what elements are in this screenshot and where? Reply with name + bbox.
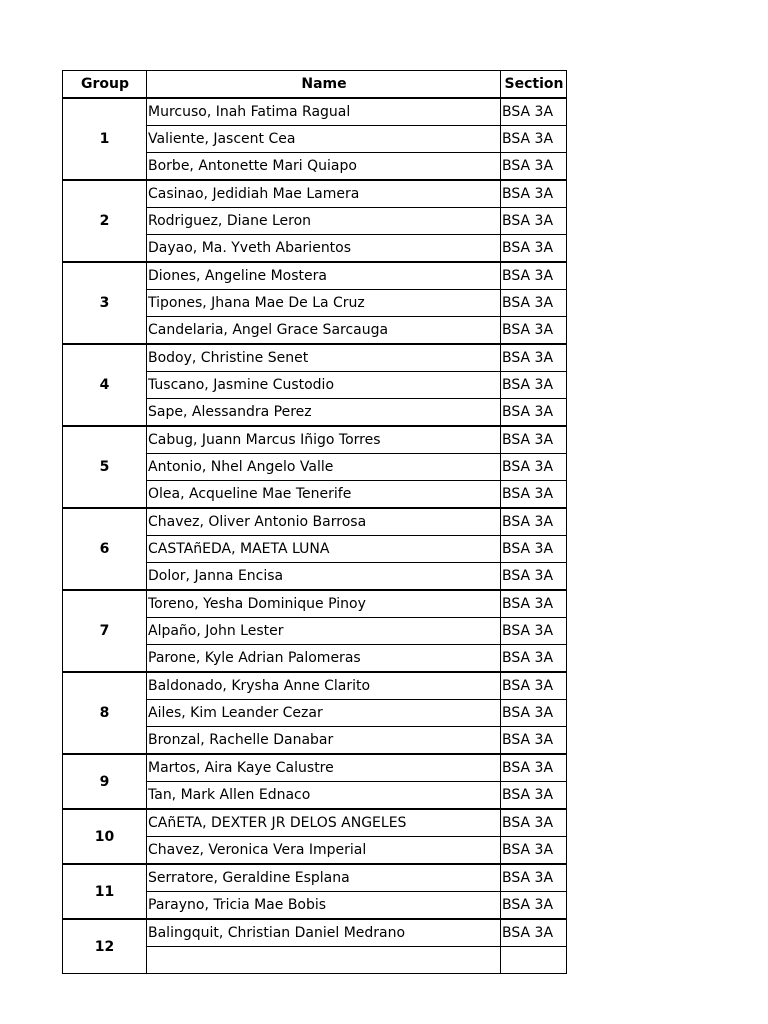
section-cell: BSA 3A (501, 481, 567, 509)
section-cell: BSA 3A (501, 754, 567, 782)
section-cell: BSA 3A (501, 454, 567, 481)
section-cell: BSA 3A (501, 180, 567, 208)
roster-body (63, 98, 567, 974)
table-row (63, 98, 567, 126)
table-row (63, 919, 567, 947)
group-number-cell: 8 (63, 672, 147, 754)
table-row (63, 809, 567, 837)
name-column-header: Name (147, 71, 501, 99)
member-name-cell: Chavez, Oliver Antonio Barrosa (147, 508, 501, 536)
member-name-cell: CAñETA, DEXTER JR DELOS ANGELES (147, 809, 501, 837)
member-name-cell: Bronzal, Rachelle Danabar (147, 727, 501, 755)
group-column-header: Group (63, 71, 147, 99)
group-number-cell: 7 (63, 590, 147, 672)
section-cell: BSA 3A (501, 645, 567, 673)
section-cell: BSA 3A (501, 426, 567, 454)
section-cell: BSA 3A (501, 290, 567, 317)
section-cell: BSA 3A (501, 919, 567, 947)
table-row (63, 180, 567, 208)
section-cell (501, 947, 567, 974)
group-roster-table (62, 70, 567, 974)
member-name-cell: Murcuso, Inah Fatima Ragual (147, 98, 501, 126)
section-cell: BSA 3A (501, 317, 567, 345)
member-name-cell: Bodoy, Christine Senet (147, 344, 501, 372)
table-row (63, 754, 567, 782)
section-cell: BSA 3A (501, 153, 567, 181)
section-cell: BSA 3A (501, 700, 567, 727)
section-cell: BSA 3A (501, 262, 567, 290)
group-number-cell: 12 (63, 919, 147, 974)
member-name-cell: Tuscano, Jasmine Custodio (147, 372, 501, 399)
section-cell: BSA 3A (501, 782, 567, 810)
group-number-cell: 11 (63, 864, 147, 919)
table-row (63, 426, 567, 454)
section-cell: BSA 3A (501, 864, 567, 892)
member-name-cell: Alpaño, John Lester (147, 618, 501, 645)
member-name-cell: Borbe, Antonette Mari Quiapo (147, 153, 501, 181)
member-name-cell (147, 947, 501, 974)
member-name-cell: CASTAñEDA, MAETA LUNA (147, 536, 501, 563)
table-row (63, 672, 567, 700)
group-number-cell: 9 (63, 754, 147, 809)
section-cell: BSA 3A (501, 809, 567, 837)
member-name-cell: Candelaria, Angel Grace Sarcauga (147, 317, 501, 345)
member-name-cell: Baldonado, Krysha Anne Clarito (147, 672, 501, 700)
group-number-cell: 4 (63, 344, 147, 426)
section-cell: BSA 3A (501, 508, 567, 536)
member-name-cell: Cabug, Juann Marcus Iñigo Torres (147, 426, 501, 454)
section-cell: BSA 3A (501, 727, 567, 755)
member-name-cell: Tan, Mark Allen Ednaco (147, 782, 501, 810)
table-row (63, 508, 567, 536)
section-cell: BSA 3A (501, 563, 567, 591)
group-number-cell: 3 (63, 262, 147, 344)
group-number-cell: 6 (63, 508, 147, 590)
section-cell: BSA 3A (501, 892, 567, 920)
member-name-cell: Tipones, Jhana Mae De La Cruz (147, 290, 501, 317)
member-name-cell: Diones, Angeline Mostera (147, 262, 501, 290)
table-row (63, 590, 567, 618)
member-name-cell: Martos, Aira Kaye Calustre (147, 754, 501, 782)
member-name-cell: Dayao, Ma. Yveth Abarientos (147, 235, 501, 263)
header-row (63, 71, 567, 99)
section-cell: BSA 3A (501, 372, 567, 399)
section-column-header: Section (501, 71, 567, 99)
section-cell: BSA 3A (501, 618, 567, 645)
table-viewport (62, 70, 566, 955)
section-cell: BSA 3A (501, 235, 567, 263)
member-name-cell: Chavez, Veronica Vera Imperial (147, 837, 501, 865)
member-name-cell: Rodriguez, Diane Leron (147, 208, 501, 235)
member-name-cell: Olea, Acqueline Mae Tenerife (147, 481, 501, 509)
group-number-cell: 10 (63, 809, 147, 864)
group-number-cell: 5 (63, 426, 147, 508)
table-row (63, 864, 567, 892)
section-cell: BSA 3A (501, 344, 567, 372)
section-cell: BSA 3A (501, 208, 567, 235)
member-name-cell: Ailes, Kim Leander Cezar (147, 700, 501, 727)
member-name-cell: Serratore, Geraldine Esplana (147, 864, 501, 892)
member-name-cell: Antonio, Nhel Angelo Valle (147, 454, 501, 481)
section-cell: BSA 3A (501, 399, 567, 427)
member-name-cell: Parayno, Tricia Mae Bobis (147, 892, 501, 920)
table-row (63, 344, 567, 372)
member-name-cell: Balingquit, Christian Daniel Medrano (147, 919, 501, 947)
member-name-cell: Dolor, Janna Encisa (147, 563, 501, 591)
member-name-cell: Parone, Kyle Adrian Palomeras (147, 645, 501, 673)
member-name-cell: Casinao, Jedidiah Mae Lamera (147, 180, 501, 208)
section-cell: BSA 3A (501, 672, 567, 700)
member-name-cell: Valiente, Jascent Cea (147, 126, 501, 153)
group-number-cell: 2 (63, 180, 147, 262)
section-cell: BSA 3A (501, 590, 567, 618)
member-name-cell: Sape, Alessandra Perez (147, 399, 501, 427)
section-cell: BSA 3A (501, 837, 567, 865)
section-cell: BSA 3A (501, 126, 567, 153)
table-row (63, 262, 567, 290)
group-number-cell: 1 (63, 98, 147, 180)
member-name-cell: Toreno, Yesha Dominique Pinoy (147, 590, 501, 618)
section-cell: BSA 3A (501, 536, 567, 563)
section-cell: BSA 3A (501, 98, 567, 126)
